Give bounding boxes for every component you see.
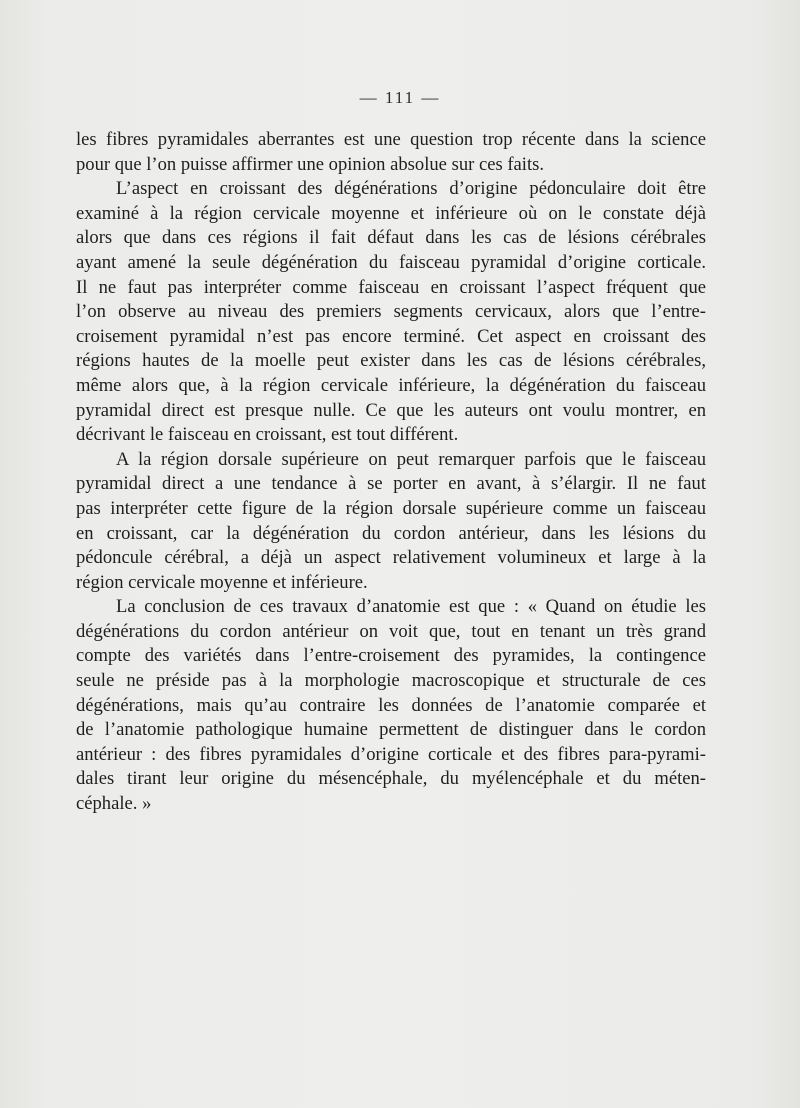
text-line: pyramidal direct a une tendance à se porter en avant, à s’élargir. Il ne faut — [76, 473, 706, 495]
text-line: La conclusion de ces travaux d’anatomie est que : « Quand on étudie les — [116, 596, 706, 618]
text-line: en croissant, car la dégénération du cordon antérieur, dans les lésions du — [76, 522, 706, 544]
text-line: A la région dorsale supérieure on peut remarquer parfois que le faisceau — [116, 448, 706, 470]
text-line: alors que dans ces régions il fait défaut dans les cas de lésions cérébrales — [76, 227, 706, 249]
text-line: dégénérations, mais qu’au contraire les données de l’anatomie comparée et — [76, 694, 706, 716]
page-number: — 111 — — [359, 88, 441, 107]
text-line: décrivant le faisceau en croissant, est tout différent. — [76, 424, 459, 446]
text-line: régions hautes de la moelle peut exister dans les cas de lésions cérébrales, — [76, 350, 706, 372]
paragraph-4 — [76, 595, 706, 816]
text-line: seule ne préside pas à la morphologie macroscopique et structurale de ces — [76, 670, 706, 692]
text-line: antérieur : des fibres pyramidales d’origine corticale et des fibres para-pyrami- — [76, 743, 706, 765]
text-line: région cervicale moyenne et inférieure. — [76, 571, 368, 593]
paragraph-2 — [76, 177, 706, 448]
paragraph-3 — [76, 448, 706, 596]
text-line: pyramidal direct est presque nulle. Ce que les auteurs ont voulu montrer, en — [76, 399, 706, 421]
text-line: croisement pyramidal n’est pas encore terminé. Cet aspect en croissant des — [76, 325, 706, 347]
body-text — [76, 128, 706, 817]
paragraph-1 — [76, 128, 706, 177]
text-line: les fibres pyramidales aberrantes est une question trop récente dans la science — [76, 129, 706, 150]
text-line: pour que l’on puisse affirmer une opinion absolue sur ces faits. — [76, 153, 545, 175]
text-line: pédoncule cérébral, a déjà un aspect relativement volumineux et large à la — [76, 547, 706, 569]
text-line: même alors que, à la région cervicale inférieure, la dégénération du faisceau — [76, 374, 706, 396]
text-line: L’aspect en croissant des dégénérations d’origine pédonculaire doit être — [116, 178, 706, 200]
text-line: l’on observe au niveau des premiers segments cervicaux, alors que l’entre- — [76, 301, 706, 323]
text-line: de l’anatomie pathologique humaine permettent de distinguer dans le cordon — [76, 719, 706, 741]
text-line: pas interpréter cette figure de la région dorsale supérieure comme un faisceau — [76, 497, 706, 519]
text-line: examiné à la région cervicale moyenne et inférieure où on le constate déjà — [76, 202, 706, 224]
text-line: dales tirant leur origine du mésencéphale, du myélencéphale et du méten- — [76, 768, 706, 790]
text-line: ayant amené la seule dégénération du faisceau pyramidal d’origine corticale. — [76, 251, 706, 273]
text-line: dégénérations du cordon antérieur on voit que, tout en tenant un très grand — [76, 620, 706, 642]
text-line: Il ne faut pas interpréter comme faisceau en croissant l’aspect fréquent que — [76, 276, 706, 298]
text-line: compte des variétés dans l’entre-croisement des pyramides, la contingence — [76, 645, 706, 667]
text-line: céphale. » — [76, 793, 152, 815]
